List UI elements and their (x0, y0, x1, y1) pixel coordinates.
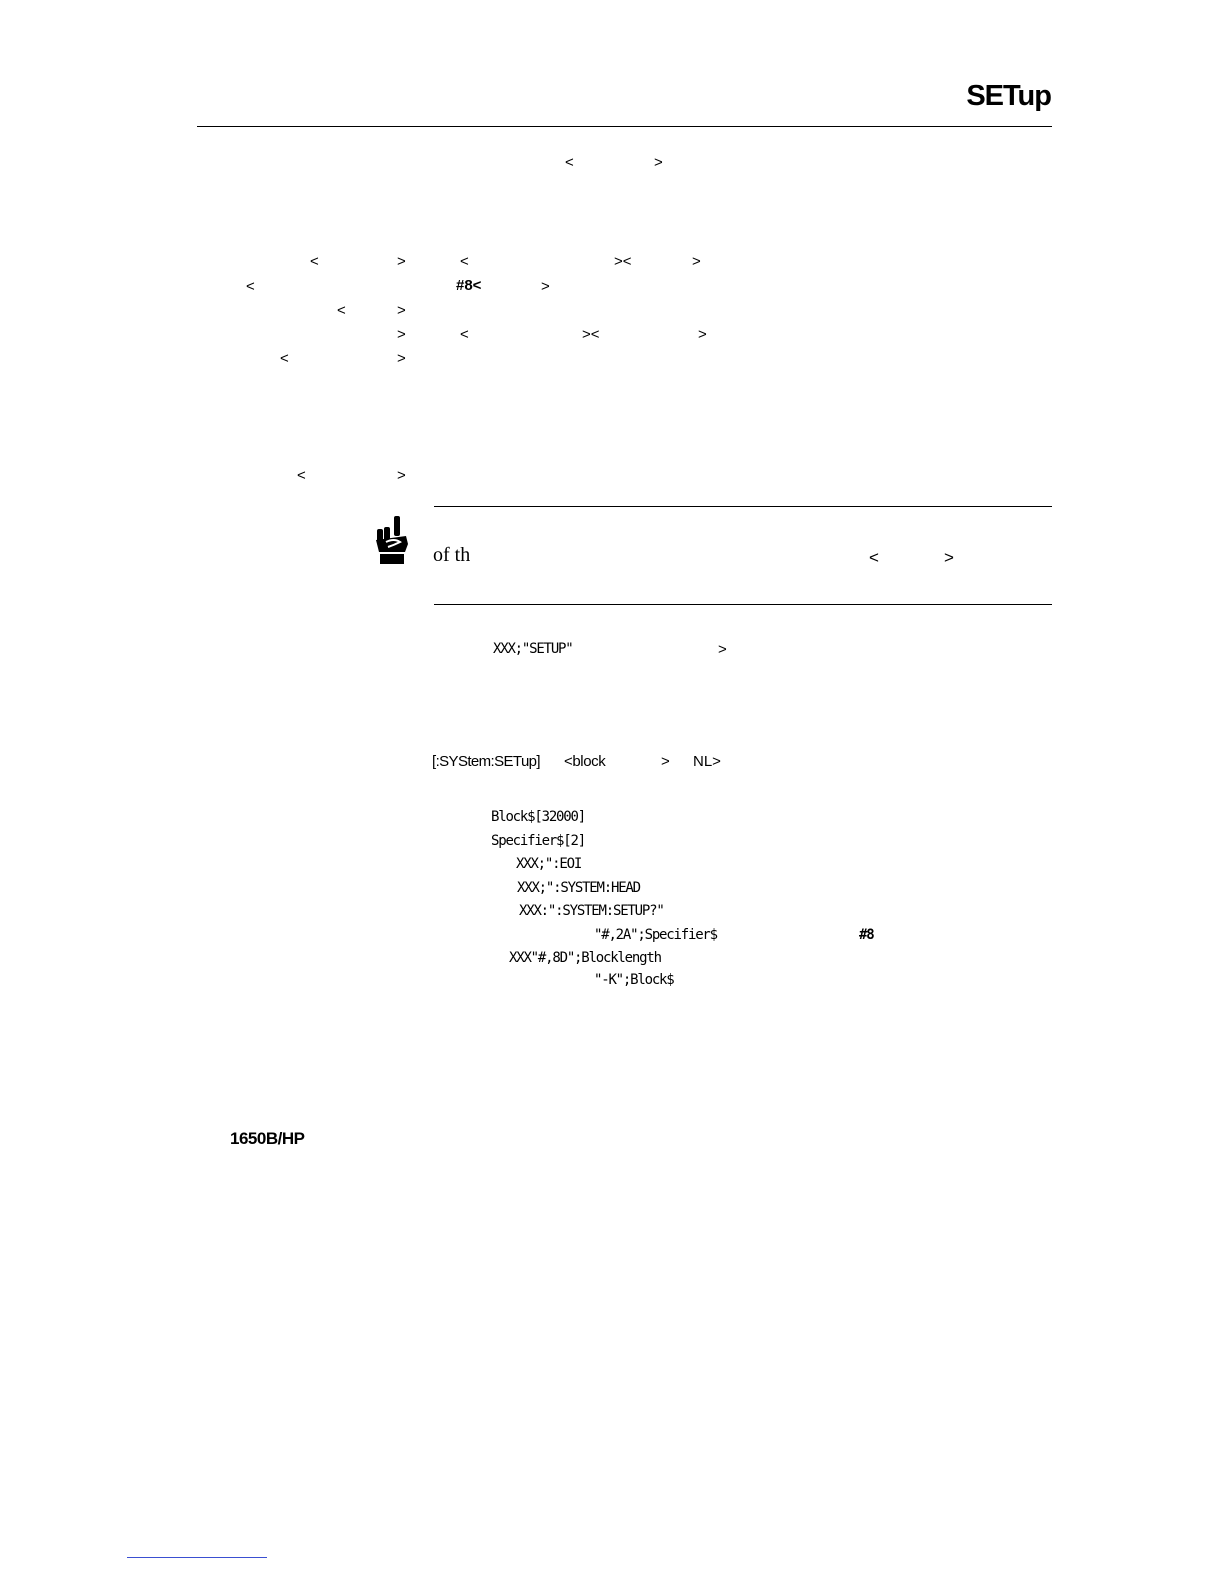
text-fragment: > (654, 154, 663, 171)
syntax-command: [:SYStem:SETup] (432, 753, 540, 770)
text-fragment: < (460, 326, 469, 343)
page-header-title: SETup (966, 80, 1051, 112)
text-fragment: > (397, 326, 406, 343)
note-top-rule (434, 506, 1052, 507)
text-fragment: #8< (456, 277, 482, 294)
query-code: XXX;"SETUP" (493, 641, 573, 657)
syntax-block: <block (564, 753, 606, 770)
note-text: of th (433, 544, 471, 566)
program-line: XXX;":SYSTEM:HEAD (517, 880, 640, 896)
text-fragment: < (297, 467, 306, 484)
text-fragment: > (692, 253, 701, 270)
syntax-nl: NL> (693, 753, 721, 770)
syntax-gt: > (661, 753, 670, 770)
note-lt: < (869, 548, 879, 567)
text-fragment: < (310, 253, 319, 270)
text-fragment: > (397, 302, 406, 319)
program-line: XXX;":EOI (516, 856, 582, 872)
program-line: "#,2A";Specifier$ (594, 927, 717, 943)
text-fragment: > (698, 326, 707, 343)
footer-model: 1650B/HP (230, 1129, 305, 1148)
bottom-link-rule (127, 1557, 267, 1558)
text-fragment: > (397, 467, 406, 484)
header-rule (197, 126, 1052, 127)
text-fragment: < (280, 350, 289, 367)
query-gt: > (718, 641, 727, 658)
text-fragment: > (397, 253, 406, 270)
program-line: Specifier$[2] (491, 833, 585, 849)
program-line: "-K";Block$ (594, 972, 674, 988)
text-fragment: >< (582, 326, 600, 343)
text-fragment: < (246, 278, 255, 295)
program-line: #8 (859, 927, 874, 943)
text-fragment: < (565, 154, 574, 171)
text-fragment: >< (614, 253, 632, 270)
note-gt: > (944, 548, 954, 567)
pointing-hand-icon (374, 514, 410, 566)
text-fragment: > (541, 278, 550, 295)
program-line: Block$[32000] (491, 809, 585, 825)
text-fragment: < (337, 302, 346, 319)
note-bottom-rule (434, 604, 1052, 605)
text-fragment: > (397, 350, 406, 367)
program-line: XXX"#,8D";Blocklength (509, 950, 661, 966)
program-line: XXX:":SYSTEM:SETUP?" (519, 903, 664, 919)
text-fragment: < (460, 253, 469, 270)
